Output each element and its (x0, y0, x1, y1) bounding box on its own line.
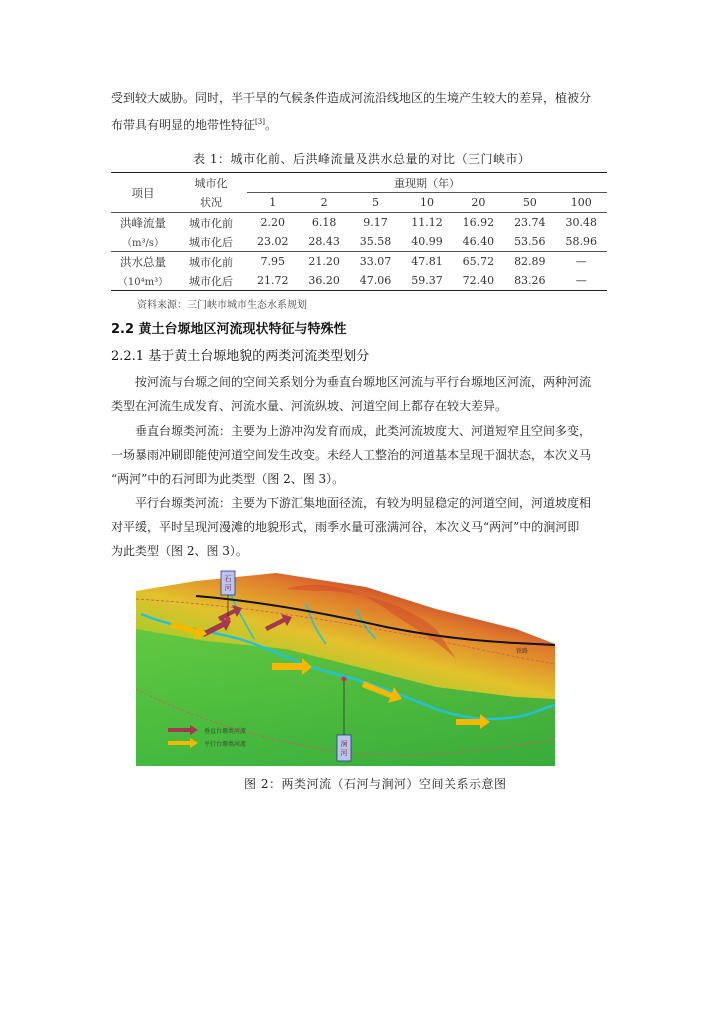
paragraph-line: 为此类型（图 2、图 3）。 (111, 544, 248, 558)
header-period-value: 1 (269, 196, 277, 209)
table-cell: 2.20 (247, 213, 298, 233)
table-cell: 28.43 (308, 235, 340, 248)
paragraph-line: 垂直台塬类河流：主要为上游冲沟发育而成，此类河流坡度大、河道短窄且空间多变， (135, 424, 592, 438)
figure-caption: 图 2：两类河流（石河与涧河）空间关系示意图 (244, 777, 507, 791)
table-cell: 21.72 (247, 271, 298, 291)
shi-river-label-char1: 石 (224, 575, 232, 583)
table-cell: 7.95 (247, 252, 298, 272)
header-period-value: 10 (419, 196, 434, 209)
table-row (111, 252, 607, 272)
intro-line-2 (111, 110, 614, 137)
header-status-line2: 状况 (200, 196, 222, 210)
railway-label: 铁路 (516, 648, 529, 655)
header-period-value: 50 (522, 196, 537, 209)
table-cell: 47.81 (401, 252, 452, 272)
table-cell: 83.26 (504, 271, 555, 291)
paragraph-line: 类型在河流生成发育、河流水量、河流纵坡、河道空间上都存在较大差异。 (111, 399, 508, 413)
table-cell: 9.17 (350, 213, 401, 233)
shi-river-label-char2: 河 (224, 584, 232, 592)
header-period-value: 100 (570, 196, 592, 209)
shi-river-label (225, 575, 232, 592)
header-status-line1: 城市化 (175, 173, 247, 193)
header-item: 项目 (111, 173, 175, 213)
paragraph-line: “两河”中的石河即为此类型（图 2、图 3）。 (111, 472, 345, 486)
table-cell: 30.48 (556, 213, 607, 233)
table-cell: 23.02 (256, 235, 289, 248)
group-name: 洪水总量 (111, 252, 175, 272)
paragraph-line: 一场暴雨冲刷即能使河道空间发生改变。未经人工整治的河道基本呈现干涸状态，本次义马 (111, 448, 592, 462)
paragraph-line: 按河流与台塬之间的空间关系划分为垂直台塬地区河流与平行台塬地区河流，两种河流 (135, 375, 592, 389)
header-period: 重现期（年） (247, 173, 607, 193)
subsection-heading: 2.2.1 基于黄土台塬地貌的两类河流类型划分 (111, 349, 370, 364)
legend-parallel-label: 平行台塬类河流 (204, 741, 247, 748)
terrain-figure (136, 569, 555, 766)
table-cell: 46.40 (462, 235, 495, 248)
table-cell: 40.99 (411, 235, 443, 248)
table-cell: 16.92 (453, 213, 504, 233)
table-cell: 47.06 (350, 271, 401, 291)
table-cell: 58.96 (565, 235, 598, 248)
group-unit: （m³/s） (122, 238, 164, 249)
row-status: 城市化后 (175, 271, 247, 291)
section-heading: 2.2 黄土台塬地区河流现状特征与特殊性 (111, 322, 347, 337)
table-row (111, 213, 607, 233)
table-cell: 59.37 (401, 271, 452, 291)
table-row (111, 232, 607, 252)
intro-paragraph (111, 86, 614, 137)
jian-river-label-char1: 涧 (340, 740, 348, 748)
terrain-map (136, 569, 555, 766)
paragraph-1 (111, 370, 614, 418)
table-cell: 11.12 (401, 213, 452, 233)
shi-callout-dot (226, 617, 231, 622)
table-cell: 82.89 (504, 252, 555, 272)
header-period-value: 5 (372, 196, 380, 209)
paragraph-2 (111, 419, 614, 491)
table-cell: 72.40 (453, 271, 504, 291)
table-caption: 表 1：城市化前、后洪峰流量及洪水总量的对比（三门峡市） (193, 152, 531, 166)
header-period-value: 20 (471, 196, 486, 209)
table-cell: — (556, 271, 607, 291)
table-cell: 6.18 (298, 213, 349, 233)
group-name: 洪峰流量 (111, 213, 175, 233)
table-cell: 23.74 (504, 213, 555, 233)
jian-callout-dot (342, 677, 347, 682)
paragraph-line: 平行台塬类河流：主要为下游汇集地面径流，有较为明显稳定的河道空间，河道坡度相 (135, 496, 592, 510)
row-status: 城市化后 (189, 235, 233, 249)
table-cell: 36.20 (298, 271, 349, 291)
legend-perpendicular-label: 垂直台塬类河流 (204, 728, 247, 735)
table-cell: 21.20 (298, 252, 349, 272)
intro-line-2-end: 。 (264, 118, 277, 132)
intro-line-2-text: 布带具有明显的地带性特征 (111, 118, 256, 132)
table-cell: 33.07 (350, 252, 401, 272)
intro-line-1: 受到较大威胁。同时，半干旱的气候条件造成河流沿线地区的生境产生较大的差异，植被分 (111, 91, 592, 105)
flood-table (111, 172, 607, 286)
jian-river-label-box (337, 735, 351, 761)
table-cell: — (556, 252, 607, 272)
table-cell: 65.72 (453, 252, 504, 272)
table-source: 资料来源：三门峡市城市生态水系规划 (137, 300, 307, 311)
table-row (111, 271, 607, 291)
table-cell: 35.58 (359, 235, 392, 248)
jian-river-label-char2: 河 (340, 749, 348, 757)
group-unit: （10⁴m³） (111, 271, 175, 291)
paragraph-3 (111, 491, 614, 563)
row-status: 城市化前 (175, 252, 247, 272)
paragraph-line: 对平缓，平时呈现河漫滩的地貌形式，雨季水量可涨满河谷，本次义马“两河”中的涧河即 (111, 520, 580, 534)
header-period-value: 2 (320, 196, 328, 209)
table-cell: 53.56 (514, 235, 546, 248)
citation-ref: [3] (255, 118, 265, 126)
row-status: 城市化前 (175, 213, 247, 233)
